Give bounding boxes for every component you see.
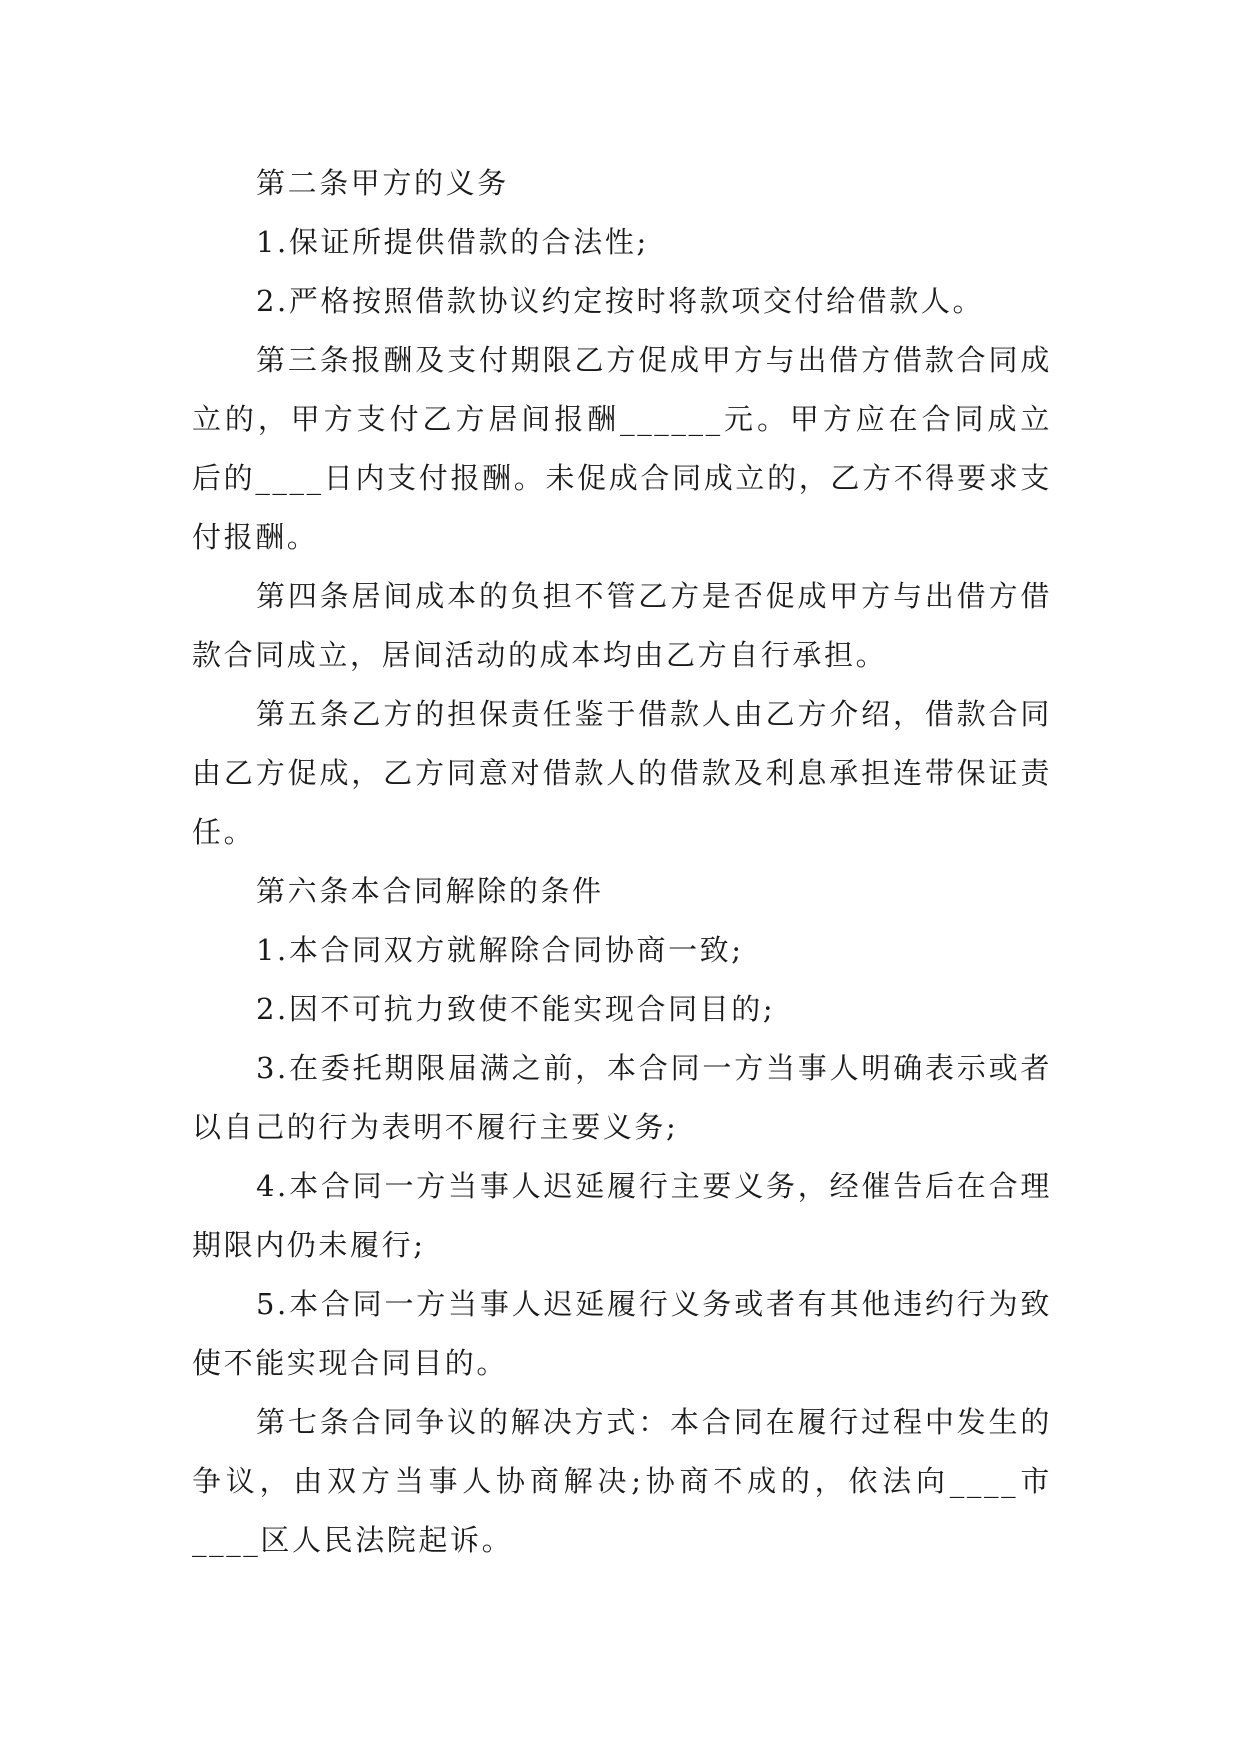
article-5-paragraph: 第五条乙方的担保责任鉴于借款人由乙方介绍，借款合同由乙方促成，乙方同意对借款人的借款及利息承担连带保证责任。 [192,697,1052,849]
article-6-item-4: 4.本合同一方当事人迟延履行主要义务，经催告后在合理期限内仍未履行; [192,1169,1052,1262]
article-6-item-2: 2.因不可抗力致使不能实现合同目的; [256,992,776,1026]
article-2-item-2: 2.严格按照借款协议约定按时将款项交付给借款人。 [256,284,985,318]
article-2-heading: 第二条甲方的义务 [256,166,509,200]
article-2-item-1: 1.保证所提供借款的合法性; [256,225,649,259]
article-7-paragraph: 第七条合同争议的解决方式：本合同在履行过程中发生的争议，由双方当事人协商解决;协商不成的，依法向____市____区人民法院起诉。 [192,1405,1052,1557]
article-6-item-1: 1.本合同双方就解除合同协商一致; [256,933,744,967]
article-3-paragraph: 第三条报酬及支付期限乙方促成甲方与出借方借款合同成立的，甲方支付乙方居间报酬______元。甲方应在合同成立后的____日内支付报酬。未促成合同成立的，乙方不得要求支付报酬。 [192,343,1052,554]
article-6-item-3: 3.在委托期限届满之前，本合同一方当事人明确表示或者以自己的行为表明不履行主要义务; [192,1051,1052,1144]
article-4-paragraph: 第四条居间成本的负担不管乙方是否促成甲方与出借方借款合同成立，居间活动的成本均由乙方自行承担。 [192,579,1052,672]
article-6-item-5: 5.本合同一方当事人迟延履行义务或者有其他违约行为致使不能实现合同目的。 [192,1287,1052,1380]
article-6-heading: 第六条本合同解除的条件 [256,874,604,908]
document-body [192,154,1052,1570]
